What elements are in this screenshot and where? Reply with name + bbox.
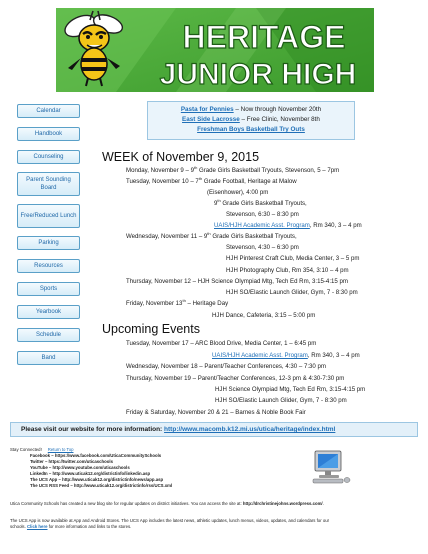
- week-line: HJH Dance, Cafeteria, 3:15 – 5:00 pm: [212, 312, 316, 319]
- computer-icon: [311, 450, 351, 484]
- sidebar-item-yearbook[interactable]: Yearbook: [17, 305, 80, 319]
- website-bar: [10, 422, 418, 437]
- announcements-box: [147, 101, 355, 140]
- sidebar-item-counseling[interactable]: Counseling: [17, 150, 80, 164]
- app-line-1: The UCS App is now available at App and Android Stores. The UCS App includes the latest news, athletic updates, lunch menus, videos, updates, and calendars for our: [10, 518, 330, 523]
- sidebar-nav: [17, 104, 80, 371]
- blog-line: Utica Community Schools has created a new blog site for regular updates on district initiatives. You can access the site at: http://drchristinejohns.wordpress.com/.: [10, 501, 324, 506]
- academic-program-link[interactable]: UAIS/HJH Academic Asst. Program: [214, 222, 310, 229]
- sidebar-item-schedule[interactable]: Schedule: [17, 328, 80, 342]
- sidebar-item-sports[interactable]: Sports: [17, 282, 80, 296]
- youtube-link[interactable]: YouTube – http://www.youtube.com/uticaschools: [30, 465, 130, 470]
- upcoming-line: Thursday, November 19 – Parent/Teacher Conferences, 12-3 pm & 4:30-7:30 pm: [126, 375, 345, 382]
- week-line: Wednesday, November 11 – 9th Grade Girls Basketball Tryouts,: [126, 230, 297, 240]
- week-line: HJH SO/Elastic Launch Glider, Gym, 7 - 8:30 pm: [226, 289, 358, 296]
- week-line: Thursday, November 12 – HJH Science Olympiad Mtg, Tech Ed Rm, 3:15-4:15 pm: [126, 278, 348, 285]
- freshman-basketball-link[interactable]: Freshman Boys Basketball Try Outs: [197, 126, 305, 133]
- website-link[interactable]: http://www.macomb.k12.mi.us/utica/heritage/index.html: [164, 426, 336, 433]
- app-line-2: schools. Click here for more information and links to the stores.: [10, 524, 132, 529]
- footer-stay-connected: Stay Connected! Return to Top: [10, 447, 74, 452]
- blog-link[interactable]: http://drchristinejohns.wordpress.com/: [242, 501, 323, 506]
- sidebar-item-parent-sounding-board[interactable]: Parent Sounding Board: [17, 172, 80, 196]
- sidebar-item-parking[interactable]: Parking: [17, 236, 80, 250]
- website-text: Please visit our website for more information:: [21, 426, 165, 433]
- academic-program-link-2[interactable]: UAIS/HJH Academic Asst. Program: [212, 352, 308, 359]
- week-line: Stevenson, 6:30 – 8:30 pm: [226, 211, 299, 218]
- sidebar-item-calendar[interactable]: Calendar: [17, 104, 80, 118]
- week-line: Monday, November 9 – 9th Grade Girls Basketball Tryouts, Stevenson, 5 – 7pm: [126, 164, 340, 174]
- linkedin-link[interactable]: LinkedIn – http://www.uticak12.org/districtinfo/linkedin.asp: [30, 471, 151, 476]
- week-line: (Eisenhower), 4:00 pm: [207, 189, 269, 196]
- east-side-lacrosse-link[interactable]: East Side Lacrosse: [182, 116, 240, 123]
- week-line: UAIS/HJH Academic Asst. Program, Rm 340, 3 – 4 pm: [214, 222, 362, 229]
- return-to-top-link[interactable]: Return to Top: [47, 447, 74, 452]
- banner-line2: JUNIOR HIGH: [159, 58, 357, 91]
- upcoming-line: Friday & Saturday, November 20 & 21 – Barnes & Noble Book Fair: [126, 409, 306, 416]
- upcoming-line: Wednesday, November 18 – Parent/Teacher Conferences, 4:30 – 7:30 pm: [126, 363, 326, 370]
- twitter-link[interactable]: Twitter – https://twitter.com/uticaschools: [30, 459, 114, 464]
- week-heading: WEEK of November 9, 2015: [102, 150, 260, 164]
- ucs-rss-link[interactable]: The UCS RSS Feed – http://www.uticak12.org/districtinfo/rss/UCS.xml: [30, 483, 173, 488]
- upcoming-line: HJH SO/Elastic Launch Glider, Gym, 7 - 8:30 pm: [215, 397, 347, 404]
- week-line: Friday, November 13th – Heritage Day: [126, 297, 229, 307]
- ucs-app-link[interactable]: The UCS App – http://www.uticak12.org/districtinfo/news/app.asp: [30, 477, 164, 482]
- sidebar-item-handbook[interactable]: Handbook: [17, 127, 80, 141]
- facebook-link[interactable]: Facebook – https://www.facebook.com/UticaCommunitySchools: [30, 453, 162, 458]
- upcoming-line: UAIS/HJH Academic Asst. Program, Rm 340, 3 – 4 pm: [212, 352, 360, 359]
- sidebar-item-resources[interactable]: Resources: [17, 259, 80, 273]
- upcoming-line: Tuesday, November 17 – ARC Blood Drive, Media Center, 1 – 6:45 pm: [126, 340, 317, 347]
- pasta-for-pennies-link[interactable]: Pasta for Pennies: [180, 106, 234, 113]
- hornet-mascot-icon: [58, 6, 128, 88]
- week-line: HJH Photography Club, Rm 354, 3:10 – 4 pm: [226, 267, 349, 274]
- banner-line1: HERITAGE: [182, 19, 346, 55]
- announcement-2-text: – Free Clinic, November 8th: [239, 116, 320, 123]
- upcoming-line: HJH Science Olympiad Mtg, Tech Ed Rm, 3:15-4:15 pm: [215, 386, 366, 393]
- upcoming-heading: Upcoming Events: [102, 322, 200, 336]
- announcement-1-text: – Now through November 20th: [233, 106, 322, 113]
- week-line: HJH Pinterest Craft Club, Media Center, 3 – 5 pm: [226, 255, 360, 262]
- week-line: 9th Grade Girls Basketball Tryouts,: [214, 197, 307, 207]
- sidebar-item-band[interactable]: Band: [17, 351, 80, 365]
- click-here-link[interactable]: Click here: [26, 524, 48, 529]
- sidebar-item-free-reduced-lunch[interactable]: Free/Reduced Lunch: [17, 204, 80, 228]
- week-line: Stevenson, 4:30 – 6:30 pm: [226, 244, 299, 251]
- week-line: Tuesday, November 10 – 7th Grade Football, Heritage at Malow: [126, 175, 297, 185]
